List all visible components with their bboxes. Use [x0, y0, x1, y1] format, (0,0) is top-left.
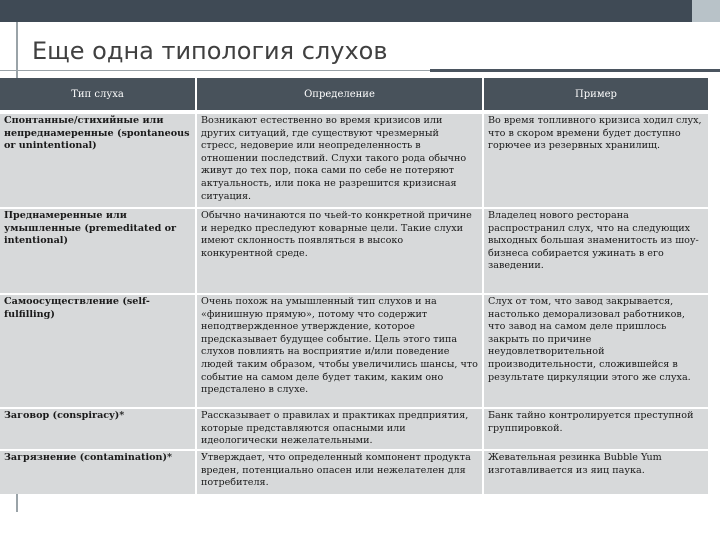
- cell-example: Слух от том, что завод закрывается, настолько деморализовал работников, что завод на самом деле пришлось закрыть по причине неудовлетворительной производительности, сложившейся в результате циркуляции этого же слуха.: [483, 294, 708, 408]
- cell-example: Жевательная резинка Bubble Yum изготавливается из яиц паука.: [483, 450, 708, 494]
- table-row: [0, 450, 708, 494]
- cell-definition: Рассказывает о правилах и практиках предприятия, которые представляются опасными или идеологически нежелательными.: [196, 408, 483, 450]
- cell-type: Самоосуществление (self-fulfilling): [0, 294, 196, 408]
- slide-title: Еще одна типология слухов: [32, 37, 388, 65]
- top-bar-accent: [692, 0, 720, 22]
- table-header-row: [0, 78, 708, 112]
- cell-definition: Очень похож на умышленный тип слухов и на «финишную прямую», потому что содержит неподтвержденное утверждение, которое предсказывает будущее событие. Цель этого типа слухов повлиять на восприятие и/или поведение людей таким образом, чтобы увеличились шансы, что событие на самом деле будет таким, каким оно предсталено в слухе.: [196, 294, 483, 408]
- table-row: [0, 112, 708, 208]
- cell-example: Владелец нового ресторана распространил слух, что на следующих выходных большая знаменитость из шоу-бизнеса собирается ужинать в его заведении.: [483, 208, 708, 294]
- cell-example: Банк тайно контролируется преступной группировкой.: [483, 408, 708, 450]
- title-underline-accent: [430, 69, 720, 72]
- header-example: Пример: [483, 78, 708, 112]
- table-row: [0, 294, 708, 408]
- table-row: [0, 208, 708, 294]
- table-row: [0, 408, 708, 450]
- cell-type: Заговор (conspiracy)*: [0, 408, 196, 450]
- cell-type: Загрязнение (contamination)*: [0, 450, 196, 494]
- rumor-typology-table: [0, 78, 708, 494]
- header-definition: Определение: [196, 78, 483, 112]
- cell-definition: Утверждает, что определенный компонент продукта вреден, потенциально опасен или нежелателен для потребителя.: [196, 450, 483, 494]
- cell-type: Преднамеренные или умышленные (premeditated or intentional): [0, 208, 196, 294]
- cell-type: Спонтанные/стихийные или непреднамеренные (spontaneous or unintentional): [0, 112, 196, 208]
- cell-definition: Возникают естественно во время кризисов или других ситуаций, где существуют чрезмерный стресс, недоверие или неопределенность в отношении последствий. Слухи такого рода обычно живут до тех пор, пока сами по себе не потеряют актуальность, или пока не разрешится кризисная ситуация.: [196, 112, 483, 208]
- top-bar: [0, 0, 720, 22]
- header-type: Тип слуха: [0, 78, 196, 112]
- cell-example: Во время топливного кризиса ходил слух, что в скором времени будет доступно горючее из резервных хранилищ.: [483, 112, 708, 208]
- cell-definition: Обычно начинаются по чьей-то конкретной причине и нередко преследуют коварные цели. Такие слухи имеют склонность появляться в высоко конкурентной среде.: [196, 208, 483, 294]
